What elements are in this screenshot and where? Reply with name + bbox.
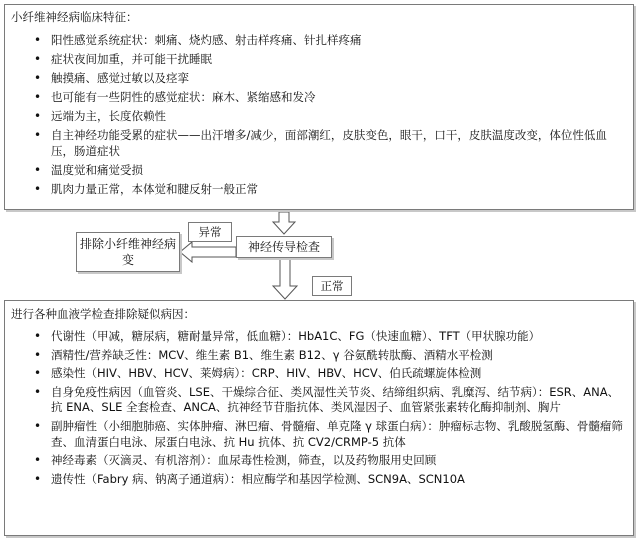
list-item: • 症状夜间加重，并可能干扰睡眠 bbox=[29, 52, 629, 68]
clinical-features-box bbox=[4, 4, 634, 210]
list-item: • 代谢性（甲减，糖尿病，糖耐量异常，低血糖）：HbA1C、FG（快速血糖）、TFT（甲状腺功能） bbox=[29, 329, 629, 345]
list-item: • 酒精性/营养缺乏性：MCV、维生素 B1、维生素 B12、γ 谷氨酰转肽酶、酒精水平检测 bbox=[29, 348, 629, 364]
down-arrow-1 bbox=[273, 212, 295, 234]
normal-label: 正常 bbox=[312, 276, 352, 296]
list-item: • 触摸痛、感觉过敏以及痉挛 bbox=[29, 71, 629, 87]
blood-tests-list bbox=[29, 329, 629, 490]
list-item: • 阳性感觉系统症状：刺痛、烧灼感、射击样疼痛、针扎样疼痛 bbox=[29, 33, 629, 49]
list-item: • 温度觉和痛觉受损 bbox=[29, 163, 629, 179]
down-arrow-2 bbox=[273, 259, 297, 299]
blood-tests-title: 进行各种血液学检查排除疑似病因： bbox=[11, 307, 195, 321]
list-item: • 感染性（HIV、HBV、HCV、莱姆病）：CRP、HIV、HBV、HCV、伯氏疏螺旋体检测 bbox=[29, 366, 629, 382]
list-item: • 自身免疫性病因（血管炎、LSE、干燥综合征、类风湿性关节炎、结缔组织病、乳糜泻、结节病）：ESR、ANA、抗 ENA、SLE 全套检查、ANCA、抗神经节苷脂抗体、类风湿因子、血管紧张素转化酶抑制剂、胸片 bbox=[29, 385, 629, 416]
list-item: • 神经毒素（灭滴灵、有机溶剂）：血尿毒性检测，筛查，以及药物服用史回顾 bbox=[29, 453, 629, 469]
left-arrow bbox=[180, 242, 236, 262]
list-item: • 肌肉力量正常，本体觉和腱反射一般正常 bbox=[29, 182, 629, 198]
list-item: • 自主神经功能受累的症状——出汗增多/减少，面部潮红，皮肤变色，眼干，口干，皮肤温度改变，体位性低血压，肠道症状 bbox=[29, 128, 629, 159]
abnormal-label: 异常 bbox=[188, 222, 232, 242]
clinical-features-title: 小纤维神经病临床特征： bbox=[11, 10, 138, 24]
list-item: • 副肿瘤性（小细胞肺癌、实体肿瘤、淋巴瘤、骨髓瘤、单克隆 γ 球蛋白病）：肿瘤标志物、乳酸脱氢酶、骨髓瘤筛查、血清蛋白电泳、尿蛋白电泳、抗 Hu 抗体、抗 CV2/CRMP-5 抗体 bbox=[29, 419, 629, 450]
list-item: • 远端为主，长度依赖性 bbox=[29, 109, 629, 125]
list-item: • 也可能有一些阴性的感觉症状：麻木、紧缩感和发冷 bbox=[29, 90, 629, 106]
clinical-features-list bbox=[29, 33, 629, 201]
list-item: • 遗传性（Fabry 病、钠离子通道病）：相应酶学和基因学检测、SCN9A、SCN10A bbox=[29, 472, 629, 488]
nerve-conduction-test-box: 神经传导检查 bbox=[236, 236, 332, 258]
exclude-sfn-box: 排除小纤维神经病变 bbox=[76, 232, 180, 272]
blood-tests-box bbox=[4, 300, 634, 536]
